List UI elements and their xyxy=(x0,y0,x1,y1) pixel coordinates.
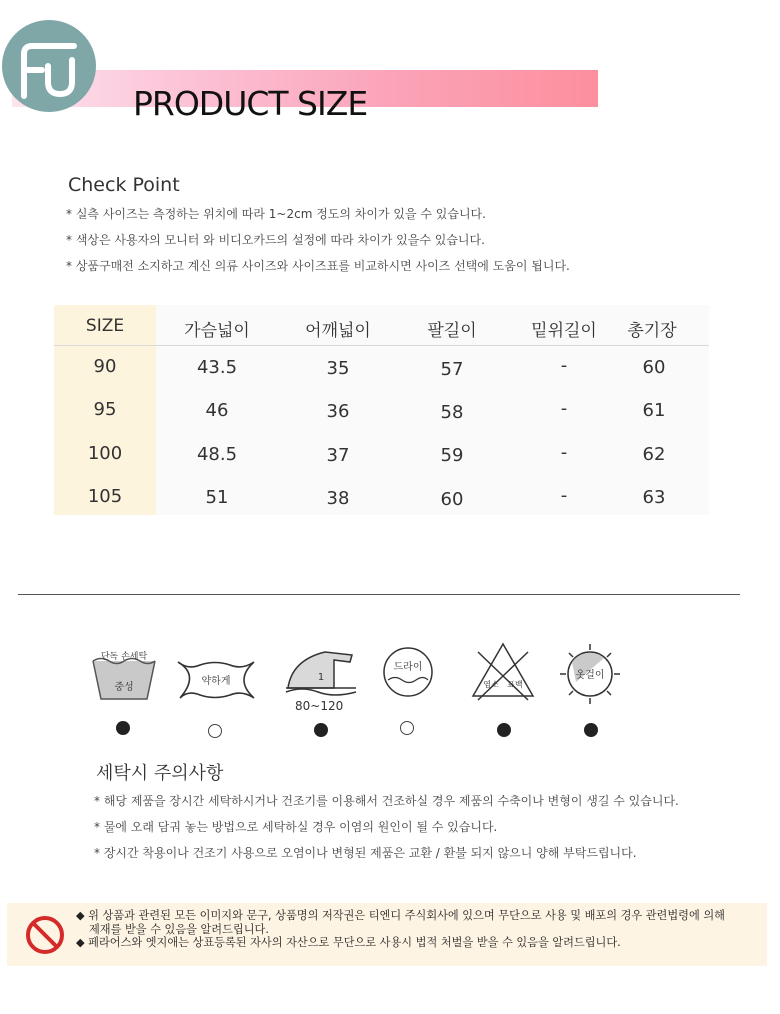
brand-logo-mark xyxy=(2,20,96,112)
prohibited-icon xyxy=(24,914,66,956)
gentle-wash-label: 약하게 xyxy=(201,676,231,687)
table-cell: 60 xyxy=(440,489,464,510)
notice-line: ◆ 위 상품과 관련된 모든 이미지와 문구, 상품명의 저작권은 티엔디 주식회사에 있으며 무단으로 사용 및 배포의 경우 관련법령에 의해 xyxy=(76,909,725,922)
check-point-item: * 실측 사이즈는 측정하는 위치에 따라 1~2cm 정도의 차이가 있을 수 있습니다. xyxy=(66,207,486,221)
table-cell: - xyxy=(560,485,568,506)
iron-level-label: 1 xyxy=(317,672,325,683)
table-cell: 60 xyxy=(642,357,666,378)
hand-wash-label: 단독 손세탁 xyxy=(100,652,148,662)
bleach-label-1: 염소 xyxy=(483,680,499,689)
table-header-size: SIZE xyxy=(85,316,125,336)
hand-wash-icon xyxy=(93,650,155,699)
check-point-item: * 상품구매전 소지하고 계신 의류 사이즈와 사이즈표를 비교하시면 사이즈 선택에 도움이 됩니다. xyxy=(66,259,570,273)
table-cell: - xyxy=(560,442,568,463)
table-header-sleeve: 팔길이 xyxy=(427,321,477,341)
size-table xyxy=(54,305,709,515)
washing-caution-item: * 해당 제품을 장시간 세탁하시거나 건조기를 이용해서 건조하실 경우 제품의 수축이나 변형이 생길 수 있습니다. xyxy=(94,794,679,808)
page-title: PRODUCT SIZE xyxy=(133,84,368,123)
table-cell: 36 xyxy=(326,401,350,422)
copyright-notice-text xyxy=(76,909,756,950)
section-divider xyxy=(18,594,740,595)
hang-dry-icon xyxy=(560,644,620,704)
iron-icon xyxy=(286,652,356,695)
table-cell: 37 xyxy=(326,445,350,466)
washing-caution-title: 세탁시 주의사항 xyxy=(96,763,224,784)
table-header-rise: 밑위길이 xyxy=(531,321,597,341)
iron-temperature: 80~120 xyxy=(295,699,344,713)
table-header-divider xyxy=(54,345,709,346)
check-point-list xyxy=(66,205,570,283)
table-cell: 61 xyxy=(642,400,666,421)
table-cell: 63 xyxy=(642,487,666,508)
washing-caution-item: * 물에 오래 담궈 놓는 방법으로 세탁하실 경우 이염의 원인이 될 수 있습니다. xyxy=(94,820,498,834)
table-cell: 57 xyxy=(440,359,464,380)
table-cell: 48.5 xyxy=(196,444,238,465)
table-header-chest: 가슴넓이 xyxy=(184,321,250,341)
washing-caution-list xyxy=(94,792,679,870)
brand-logo xyxy=(2,20,96,112)
check-point-item: * 색상은 사용자의 모니터 와 비디오카드의 설정에 따라 차이가 있을수 있습니다. xyxy=(66,233,485,247)
table-cell-size: 105 xyxy=(87,486,123,507)
table-cell: 43.5 xyxy=(196,357,238,378)
table-cell: 38 xyxy=(326,488,350,509)
care-indicator-empty xyxy=(208,724,222,738)
table-cell-size: 90 xyxy=(93,356,117,377)
table-cell: 35 xyxy=(326,358,350,379)
dry-clean-label: 드라이 xyxy=(393,662,423,673)
care-indicator-empty xyxy=(400,721,414,735)
notice-line: ◆ 페라어스와 엣지애는 상표등록된 자사의 자산으로 무단으로 사용시 법적 처벌을 받을 수 있음을 알려드립니다. xyxy=(76,936,621,949)
washing-caution-item: * 장시간 착용이나 건조기 사용으로 오염이나 변형된 제품은 교환 / 환불 되지 않으니 양해 부탁드립니다. xyxy=(94,846,637,860)
table-cell-size: 95 xyxy=(93,399,117,420)
table-cell: 62 xyxy=(642,444,666,465)
hang-dry-label: 옷걸이 xyxy=(575,670,605,681)
notice-line: 제재를 받을 수 있음을 알려드립니다. xyxy=(89,922,269,936)
dry-clean-icon xyxy=(384,648,432,696)
care-indicator-filled xyxy=(314,723,328,737)
no-chlorine-bleach-icon xyxy=(473,644,533,700)
table-header-length: 총기장 xyxy=(627,321,677,341)
table-cell: 58 xyxy=(440,402,464,423)
care-icons-strip xyxy=(0,630,780,710)
table-cell: - xyxy=(560,355,568,376)
table-header-shoulder: 어깨넓이 xyxy=(305,321,371,341)
care-indicator-filled xyxy=(116,721,130,735)
table-cell: 59 xyxy=(440,445,464,466)
bleach-label-2: 표백 xyxy=(507,680,523,689)
check-point-title: Check Point xyxy=(68,174,180,196)
table-cell-size: 100 xyxy=(87,443,123,464)
hand-wash-sub-label: 중성 xyxy=(114,682,134,693)
gentle-wash-icon xyxy=(178,662,254,698)
table-cell: 46 xyxy=(205,400,229,421)
care-indicator-filled xyxy=(584,723,598,737)
table-cell: - xyxy=(560,398,568,419)
table-cell: 51 xyxy=(205,487,229,508)
care-indicator-filled xyxy=(497,723,511,737)
